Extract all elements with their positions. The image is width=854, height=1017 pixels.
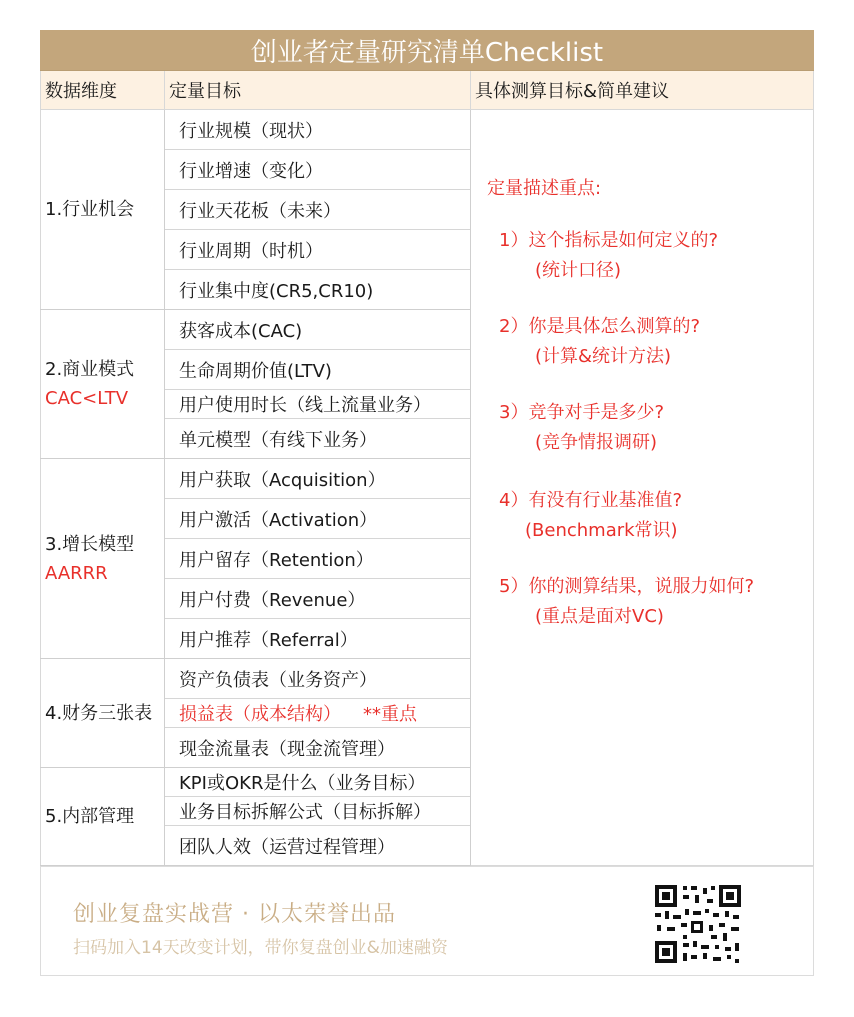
- target-list: [165, 110, 471, 309]
- advice-subline: (重点是面对VC): [535, 606, 664, 627]
- target-cell: 用户激活（Activation）: [165, 499, 470, 539]
- dimension-cell: [40, 310, 165, 458]
- dimension-cell: [40, 768, 165, 865]
- header-advice: 具体测算目标&简单建议: [471, 71, 814, 109]
- target-cell: 单元模型（有线下业务）: [179, 430, 377, 451]
- group-internal-management: [40, 768, 471, 866]
- target-cell: 行业规模（现状）: [165, 110, 470, 150]
- advice-subline: (计算&统计方法): [535, 346, 672, 367]
- group-industry: [40, 110, 471, 310]
- advice-subline: (Benchmark常识): [525, 520, 678, 541]
- target-list: [165, 768, 471, 865]
- advice-column: [471, 110, 814, 866]
- promo-footer: [40, 866, 814, 976]
- advice-line: 3）竞争对手是多少?: [499, 402, 665, 423]
- dimension-label: 3.增长模型: [45, 533, 135, 555]
- group-growth-model: [40, 459, 471, 659]
- dimension-label: 4.财务三张表: [45, 702, 153, 724]
- qr-code-icon: [653, 883, 743, 965]
- target-cell: KPI或OKR是什么（业务目标）: [165, 768, 470, 797]
- dimension-label: 5.内部管理: [45, 806, 135, 827]
- advice-line: 4）有没有行业基准值?: [499, 490, 683, 511]
- dimension-subtitle: AARRR: [45, 562, 108, 584]
- target-cell: 团队人效（运营过程管理）: [179, 837, 395, 858]
- dimension-label: 2.商业模式: [45, 359, 135, 380]
- brand-text: 创业复盘实战营 · 以太荣誉出品: [73, 902, 396, 927]
- metrics-column: [40, 110, 471, 866]
- emphasis-note: **重点: [363, 704, 417, 725]
- header-dimension: 数据维度: [40, 71, 165, 109]
- target-cell: 获客成本(CAC): [165, 310, 470, 350]
- target-list: [165, 659, 471, 767]
- dimension-cell: [40, 659, 165, 767]
- group-financial-statements: [40, 659, 471, 768]
- dimension-label: 1.行业机会: [45, 199, 135, 220]
- dimension-cell: [40, 459, 165, 658]
- target-cell: 业务目标拆解公式（目标拆解）: [165, 797, 470, 826]
- header-row: [40, 71, 814, 110]
- target-cell: 现金流量表（现金流管理）: [179, 739, 395, 760]
- group-business-model: [40, 310, 471, 459]
- advice-item: [499, 226, 718, 286]
- target-cell: 行业周期（时机）: [165, 230, 470, 270]
- target-cell: 用户使用时长（线上流量业务）: [165, 390, 470, 419]
- advice-item: [499, 572, 754, 632]
- advice-item: [499, 398, 664, 458]
- target-cell: 行业天花板（未来）: [165, 190, 470, 230]
- target-cell: 用户付费（Revenue）: [165, 579, 470, 619]
- advice-subline: (竞争情报调研): [535, 432, 658, 453]
- target-cell: 行业增速（变化）: [165, 150, 470, 190]
- checklist-sheet: [40, 30, 814, 866]
- table-body: [40, 110, 814, 866]
- dimension-cell: [40, 110, 165, 309]
- target-list: [165, 310, 471, 458]
- advice-line: 1）这个指标是如何定义的?: [499, 230, 719, 251]
- slogan-text: 扫码加入14天改变计划，带你复盘创业&加速融资: [73, 938, 448, 958]
- target-cell: 用户获取（Acquisition）: [165, 459, 470, 499]
- target-cell: 生命周期价值(LTV): [165, 350, 470, 390]
- target-cell: 用户留存（Retention）: [165, 539, 470, 579]
- target-cell: 行业集中度(CR5,CR10): [179, 281, 374, 302]
- header-target: 定量目标: [165, 71, 471, 109]
- dimension-subtitle: CAC<LTV: [45, 388, 129, 409]
- advice-subline: (统计口径): [535, 260, 622, 281]
- target-cell: 资产负债表（业务资产）: [165, 659, 470, 699]
- advice-item: [499, 486, 682, 546]
- target-text: 损益表（成本结构）: [179, 704, 341, 725]
- sheet-title: 创业者定量研究清单Checklist: [40, 30, 814, 71]
- advice-heading: 定量描述重点:: [487, 178, 602, 199]
- target-list: [165, 459, 471, 658]
- target-cell: 用户推荐（Referral）: [179, 630, 358, 651]
- target-cell-highlight: [165, 699, 470, 728]
- advice-line: 5）你的测算结果，说服力如何?: [499, 576, 755, 597]
- advice-line: 2）你是具体怎么测算的?: [499, 316, 701, 337]
- advice-item: [499, 312, 700, 372]
